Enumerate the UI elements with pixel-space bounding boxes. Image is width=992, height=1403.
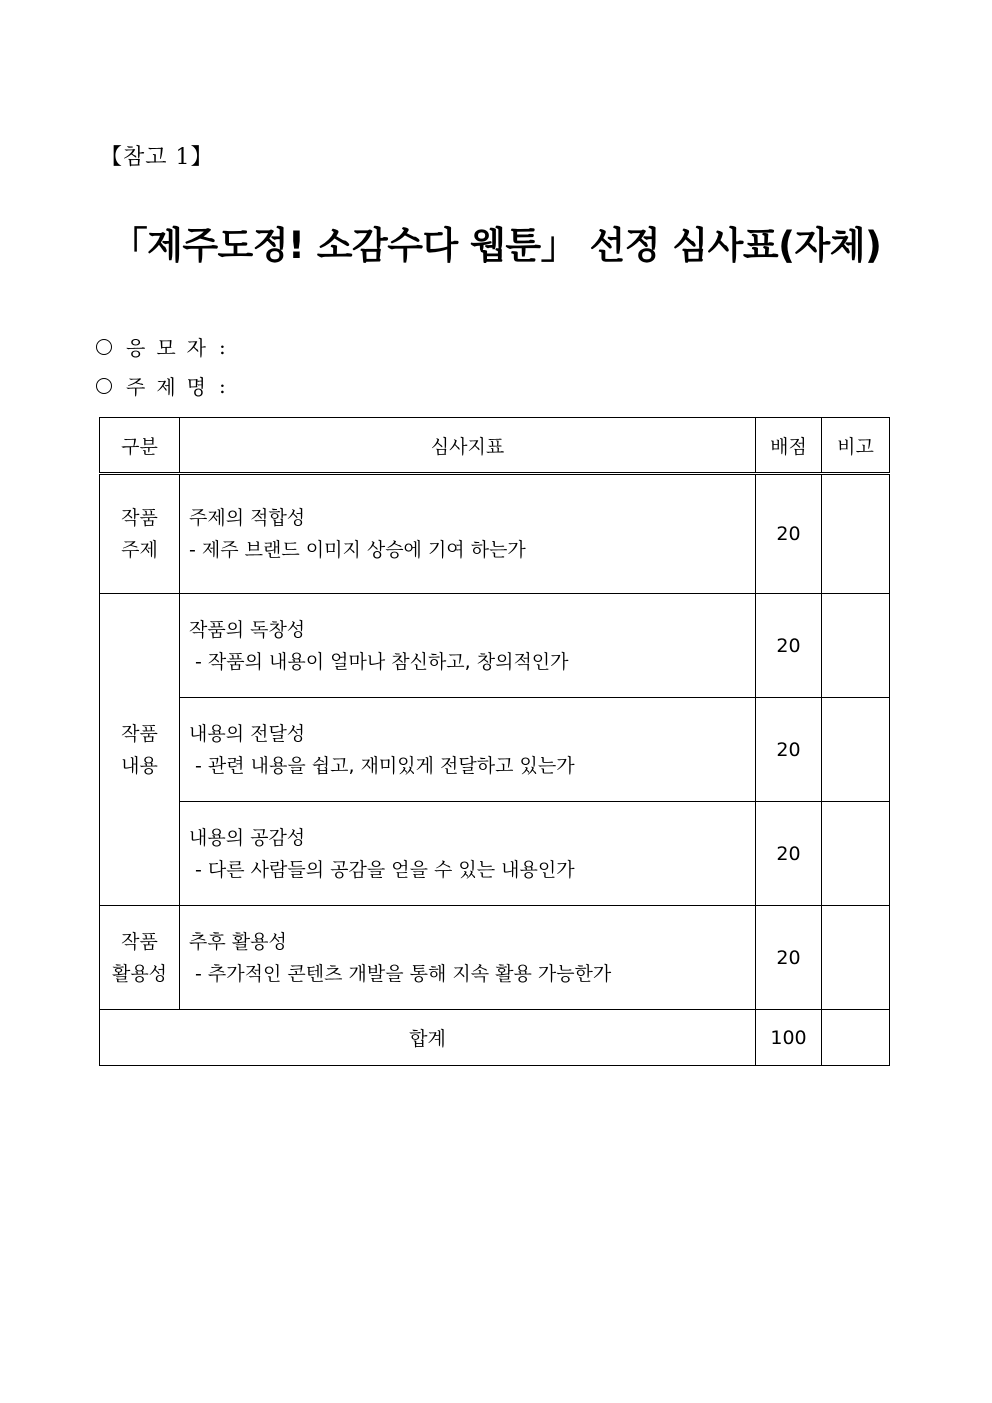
total-remarks[interactable] [822,1010,890,1066]
criteria-cell [180,474,756,594]
circle-bullet-icon [96,339,112,355]
table-row [100,802,890,906]
criteria-desc: - 제주 브랜드 이미지 상승에 기여 하는가 [189,539,526,561]
table-row [100,474,890,594]
category-cell: 작품 활용성 [100,906,180,1010]
criteria-cell [180,906,756,1010]
header-points: 배점 [756,418,822,474]
table-row [100,906,890,1010]
criteria-desc: - 다른 사람들의 공감을 얻을 수 있는 내용인가 [189,858,575,881]
remarks-cell[interactable] [822,906,890,1010]
subject-label: 주제명 [126,375,217,399]
header-remarks: 비고 [822,418,890,474]
criteria-desc: - 작품의 내용이 얼마나 참신하고, 창의적인가 [189,650,569,673]
category-cell: 작품 주제 [100,474,180,594]
applicant-label: 응모자 [126,336,217,360]
reference-label: 【참고 1】 [100,145,214,170]
category-cell: 작품 내용 [100,594,180,906]
points-cell: 20 [756,474,822,594]
criteria-cell [180,802,756,906]
total-points: 100 [756,1010,822,1066]
table-row [100,594,890,698]
criteria-title: 추후 활용성 [189,930,287,953]
criteria-title: 주제의 적합성 [189,507,306,529]
header-category: 구분 [100,418,180,474]
evaluation-table [99,417,890,1066]
total-label: 합계 [100,1010,756,1066]
points-cell: 20 [756,594,822,698]
applicant-colon: : [218,334,226,359]
remarks-cell[interactable] [822,594,890,698]
document-title: 「제주도정! 소감수다 웹툰」 선정 심사표(자체) [110,224,882,267]
criteria-title: 작품의 독창성 [189,618,306,641]
criteria-desc: - 추가적인 콘텐츠 개발을 통해 지속 활용 가능한가 [189,962,612,985]
circle-bullet-icon [96,378,112,394]
points-cell: 20 [756,698,822,802]
criteria-desc: - 관련 내용을 쉽고, 재미있게 전달하고 있는가 [189,754,575,777]
subject-line [96,371,226,400]
remarks-cell[interactable] [822,802,890,906]
applicant-line [96,332,226,361]
header-criteria: 심사지표 [180,418,756,474]
subject-colon: : [218,373,226,398]
points-cell: 20 [756,802,822,906]
remarks-cell[interactable] [822,698,890,802]
remarks-cell[interactable] [822,474,890,594]
criteria-title: 내용의 전달성 [189,722,306,745]
criteria-title: 내용의 공감성 [189,826,306,849]
criteria-cell [180,698,756,802]
criteria-cell [180,594,756,698]
table-row [100,698,890,802]
total-row [100,1010,890,1066]
table-header-row [100,418,890,474]
points-cell: 20 [756,906,822,1010]
